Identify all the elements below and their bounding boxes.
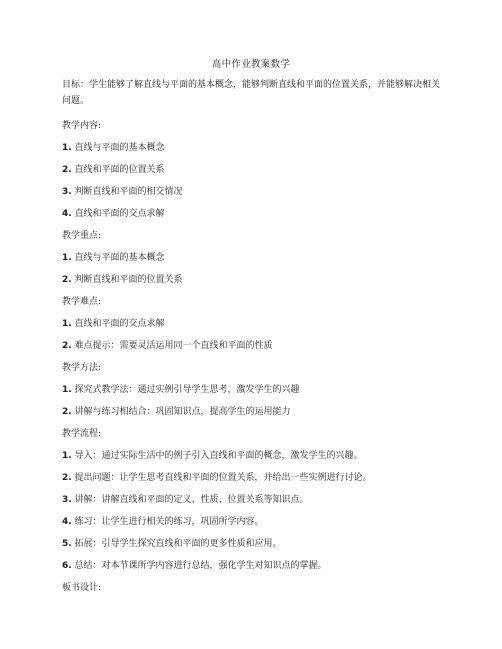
item-text: 练习：让学生进行相关的练习，巩固所学内容。 [71, 517, 264, 527]
item-text: 探究式教学法：通过实例引导学生思考，激发学生的兴趣 [71, 385, 300, 395]
item-number: 1. [62, 143, 72, 153]
difficulty-heading: 教学难点: [62, 297, 102, 307]
item-text: 讲解与练习相结合：巩固知识点，提高学生的运用能力 [71, 407, 291, 417]
item-text: 判断直线和平面的位置关系 [71, 275, 183, 285]
item-number: 1. [62, 385, 72, 395]
key-item [62, 272, 442, 288]
item-text: 讲解：讲解直线和平面的定义、性质、位置关系等知识点。 [71, 495, 309, 505]
item-number: 2. [62, 275, 72, 285]
item-number: 2. [62, 165, 72, 175]
process-item [62, 514, 442, 530]
process-item [62, 448, 442, 464]
key-heading: 教学重点: [62, 231, 102, 241]
method-item [62, 382, 442, 398]
process-item [62, 558, 442, 574]
content-item [62, 162, 442, 178]
method-item [62, 404, 442, 420]
content-item [62, 206, 442, 222]
item-number: 1. [62, 451, 72, 461]
document-title: 高中作业教案数学 [211, 59, 291, 70]
content-heading: 教学内容: [62, 121, 102, 131]
item-number: 4. [62, 517, 72, 527]
content-item [62, 184, 442, 200]
item-text: 难点提示：需要灵活运用同一个直线和平面的性质 [71, 341, 273, 351]
goal-paragraph: 目标：学生能够了解直线与平面的基本概念，能够判断直线和平面的位置关系，并能够解决相关问题。 [62, 80, 441, 106]
item-number: 2. [62, 341, 72, 351]
item-text: 判断直线和平面的相交情况 [71, 187, 183, 197]
item-text: 导入：通过实际生活中的例子引入直线和平面的概念，激发学生的兴趣。 [71, 451, 363, 461]
item-number: 6. [62, 561, 72, 571]
item-number: 3. [62, 495, 72, 505]
difficulty-item [62, 338, 442, 354]
item-text: 直线和平面的交点求解 [71, 209, 165, 219]
item-number: 2. [62, 407, 72, 417]
board-heading: 板书设计: [62, 583, 102, 593]
item-text: 拓展：引导学生探究直线和平面的更多性质和应用。 [71, 539, 282, 549]
process-item [62, 470, 442, 486]
item-text: 直线与平面的基本概念 [71, 143, 165, 153]
key-item [62, 250, 442, 266]
item-number: 3. [62, 187, 72, 197]
process-item [62, 492, 442, 508]
item-number: 2. [62, 473, 72, 483]
item-number: 4. [62, 209, 72, 219]
item-text: 直线和平面的位置关系 [71, 165, 165, 175]
difficulty-item [62, 316, 442, 332]
item-text: 直线和平面的交点求解 [71, 319, 165, 329]
process-heading: 教学流程: [62, 429, 102, 439]
item-text: 总结：对本节课所学内容进行总结，强化学生对知识点的掌握。 [71, 561, 327, 571]
item-number: 1. [62, 319, 72, 329]
item-text: 提出问题：让学生思考直线和平面的位置关系，并给出一些实例进行讨论。 [71, 473, 372, 483]
item-text: 直线与平面的基本概念 [71, 253, 165, 263]
process-item [62, 536, 442, 552]
item-number: 5. [62, 539, 72, 549]
content-item [62, 140, 442, 156]
method-heading: 教学方法: [62, 363, 102, 373]
item-number: 1. [62, 253, 72, 263]
